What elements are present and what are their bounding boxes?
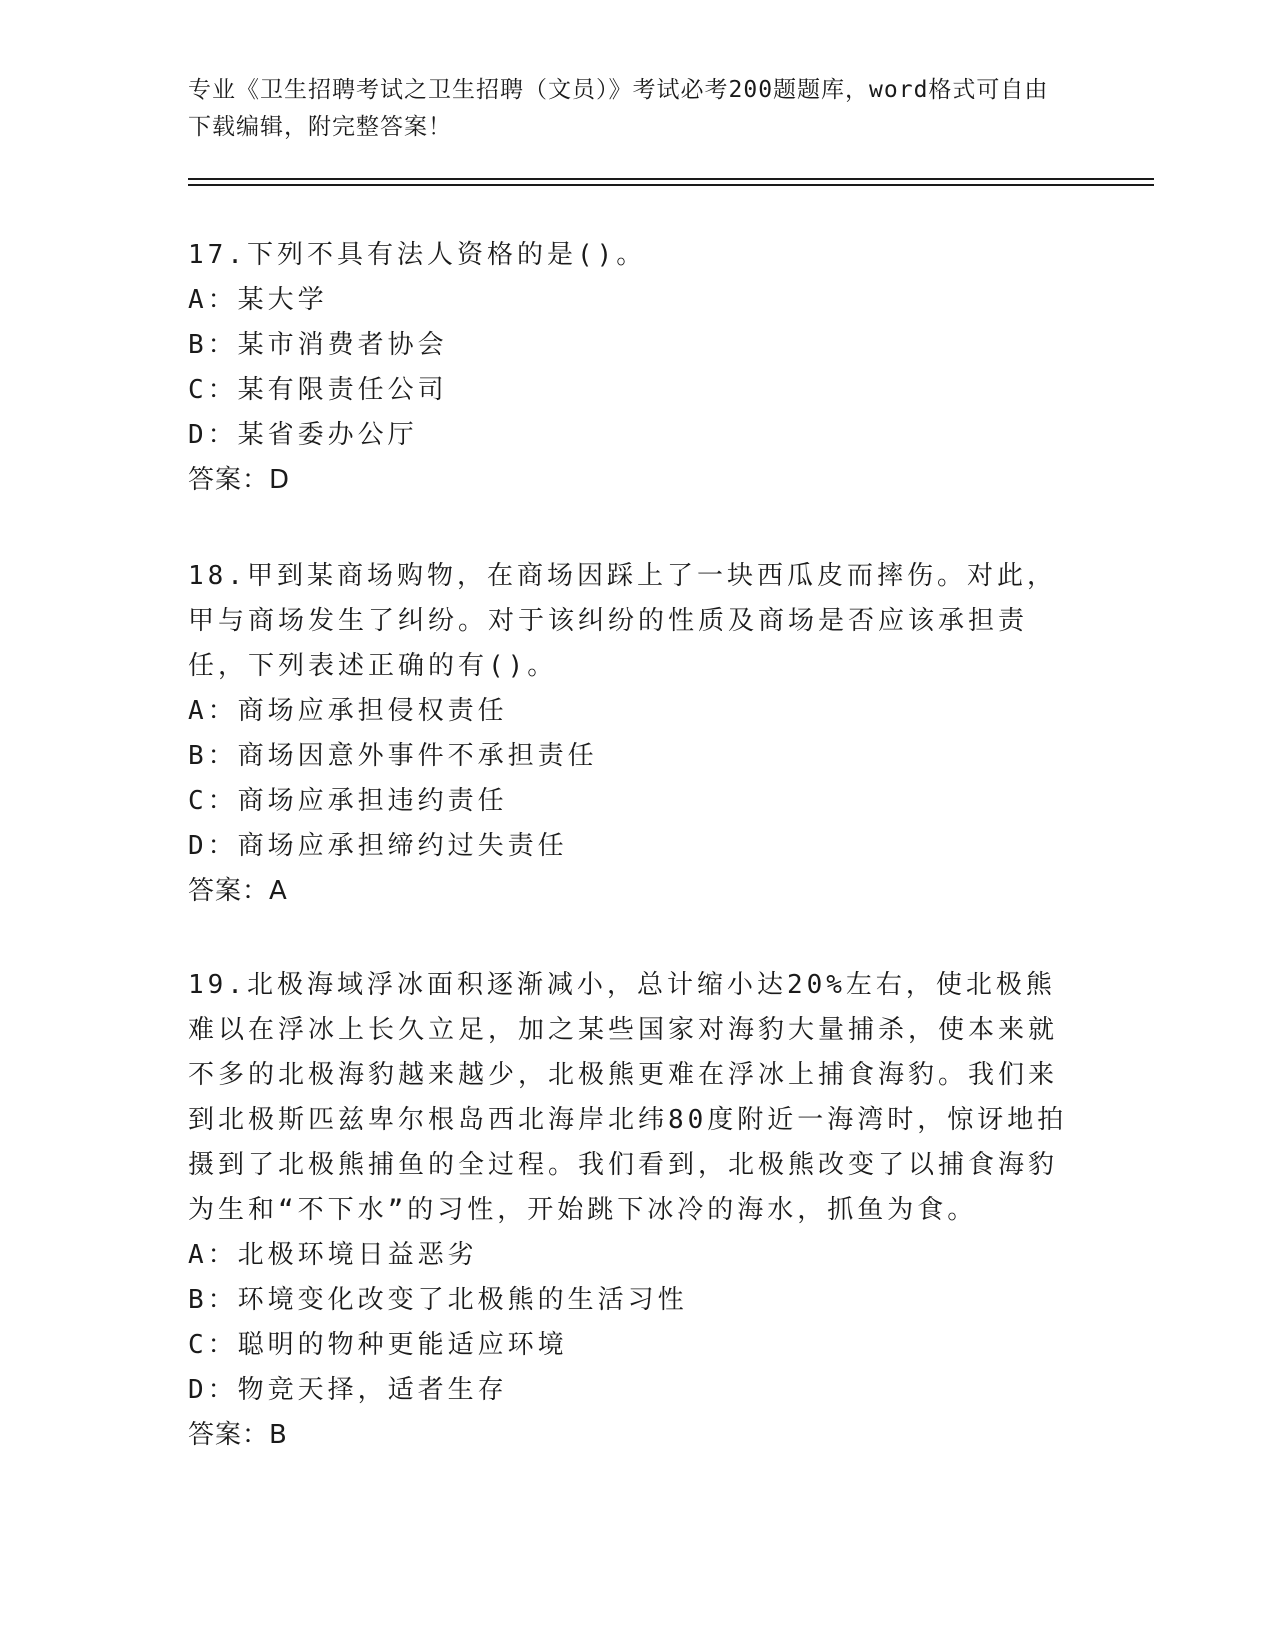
option-b: B：商场因意外事件不承担责任 [188,741,598,771]
question-19 [188,963,1078,1458]
question-stem: 19.北极海域浮冰面积逐渐减小，总计缩小达20%左右，使北极熊难以在浮冰上长久立足，加之某些国家对海豹大量捕杀，使本来就不多的北极海豹越来越少，北极熊更难在浮冰上捕食海豹。我们来到北极斯匹兹卑尔根岛西北海岸北纬80度附近一海湾时，惊讶地拍摄到了北极熊捕鱼的全过程。我们看到，北极熊改变了以捕食海豹为生和“不下水”的习性，开始跳下冰冷的海水，抓鱼为食。 [188,970,1068,1225]
option-a: A：商场应承担侵权责任 [188,696,508,726]
question-18 [188,554,1078,914]
option-a: A：北极环境日益恶劣 [188,1240,478,1270]
option-d: D：物竞天择，适者生存 [188,1375,508,1405]
question-stem: 17.下列不具有法人资格的是()。 [188,240,647,270]
option-c: C：聪明的物种更能适应环境 [188,1330,568,1360]
header-divider-bottom [188,184,1154,186]
option-d: D：某省委办公厅 [188,420,418,450]
question-17 [188,233,1078,503]
option-d: D：商场应承担缔约过失责任 [188,831,568,861]
answer: 答案：B [188,1420,288,1450]
header-text: 专业《卫生招聘考试之卫生招聘（文员）》考试必考200题题库，word格式可自由下载编辑，附完整答案！ [188,77,1049,140]
option-b: B：某市消费者协会 [188,330,448,360]
option-a: A：某大学 [188,285,328,315]
option-c: C：商场应承担违约责任 [188,786,508,816]
option-c: C：某有限责任公司 [188,375,448,405]
answer: 答案：D [188,465,291,495]
header-divider-top [188,178,1154,180]
question-stem: 18.甲到某商场购物，在商场因踩上了一块西瓜皮而摔伤。对此，甲与商场发生了纠纷。对于该纠纷的性质及商场是否应该承担责任，下列表述正确的有()。 [188,561,1057,681]
document-header [188,72,1068,146]
option-b: B：环境变化改变了北极熊的生活习性 [188,1285,688,1315]
answer: 答案：A [188,876,288,906]
